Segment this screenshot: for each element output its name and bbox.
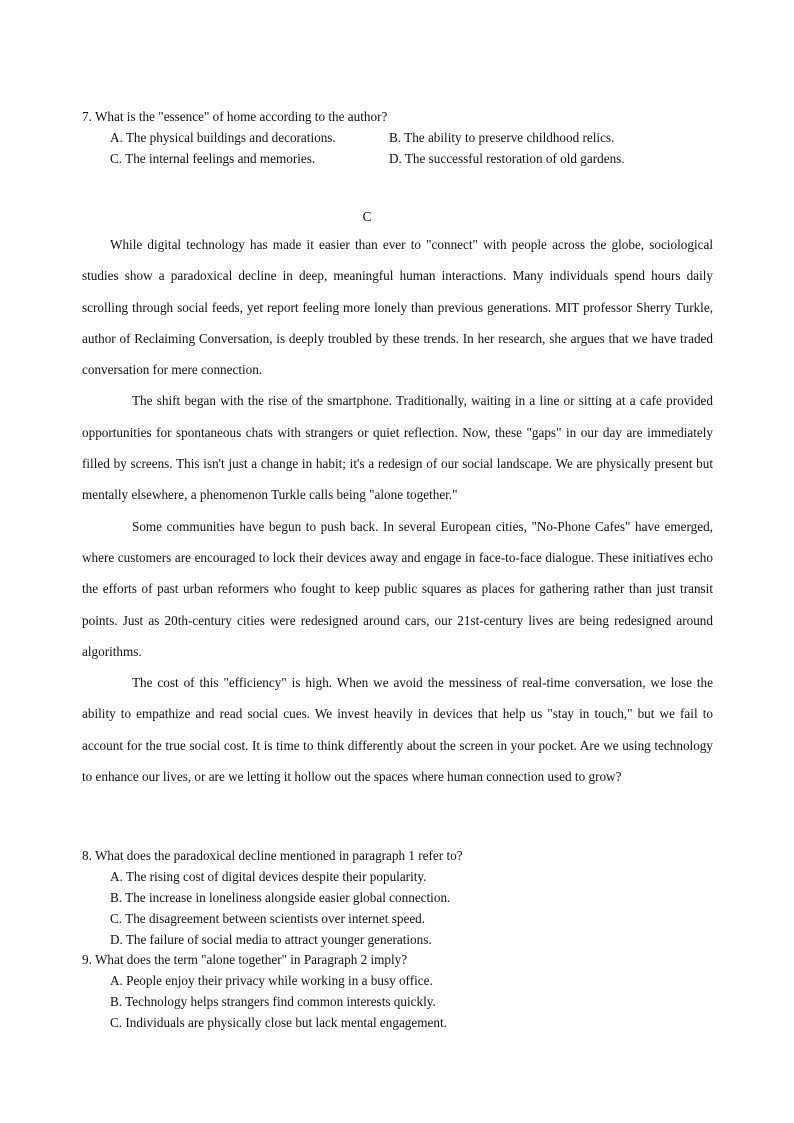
passage-letter: C xyxy=(362,209,372,224)
q8-option-d: D. The failure of social media to attract younger generations. xyxy=(110,932,432,947)
q7-option-d: D. The successful restoration of old gardens. xyxy=(389,151,625,166)
passage-body xyxy=(82,229,713,792)
q9-option-b: B. Technology helps strangers find common interests quickly. xyxy=(110,994,436,1009)
question-9 xyxy=(82,949,447,1033)
q9-option-c: C. Individuals are physically close but lack mental engagement. xyxy=(110,1015,447,1030)
q8-option-b: B. The increase in loneliness alongside easier global connection. xyxy=(110,890,451,905)
passage-paragraph-2: The shift began with the rise of the smartphone. Traditionally, waiting in a line or sitting at a cafe provided opportunities for spontaneous chats with strangers or quiet reflection. Now, these "gaps" in our day are immediately filled by screens. This isn't just a change in habit; it's a redesign of our social landscape. We are physically present but mentally elsewhere, a phenomenon Turkle calls being "alone together." xyxy=(82,393,713,503)
q7-option-b: B. The ability to preserve childhood relics. xyxy=(389,130,615,145)
q9-option-a: A. People enjoy their privacy while working in a busy office. xyxy=(110,973,433,988)
question-8-stem: 8. What does the paradoxical decline mentioned in paragraph 1 refer to? xyxy=(82,848,463,863)
passage-paragraph-1: While digital technology has made it easier than ever to "connect" with people across the globe, sociological studies show a paradoxical decline in deep, meaningful human interactions. Many individuals spend hours daily scrolling through social feeds, yet report feeling more lonely than previous generations. MIT professor Sherry Turkle, author of Reclaiming Conversation, is deeply troubled by these trends. In her research, she argues that we have traded conversation for mere connection. xyxy=(82,237,713,378)
question-7-stem: 7. What is the "essence" of home according to the author? xyxy=(82,109,388,124)
passage-paragraph-4: The cost of this "efficiency" is high. When we avoid the messiness of real-time conversation, we lose the ability to empathize and read social cues. We invest heavily in devices that help us "stay in touch," but we fail to account for the true social cost. It is time to think differently about the screen in your pocket. Are we using technology to enhance our lives, or are we letting it hollow out the spaces where human connection used to grow? xyxy=(82,675,713,785)
question-9-stem: 9. What does the term "alone together" in Paragraph 2 imply? xyxy=(82,952,408,967)
q8-option-c: C. The disagreement between scientists over internet speed. xyxy=(110,911,426,926)
q7-option-a: A. The physical buildings and decorations. xyxy=(110,130,336,145)
q7-option-c: C. The internal feelings and memories. xyxy=(110,151,316,166)
passage-paragraph-3: Some communities have begun to push back. In several European cities, "No-Phone Cafes" have emerged, where customers are encouraged to lock their devices away and engage in face-to-face dialogue. These initiatives echo the efforts of past urban reformers who fought to keep public squares as places for gathering rather than just transit points. Just as 20th-century cities were redesigned around cars, our 21st-century lives are being redesigned around algorithms. xyxy=(82,518,713,659)
q8-option-a: A. The rising cost of digital devices despite their popularity. xyxy=(110,869,427,884)
question-8 xyxy=(82,845,463,950)
